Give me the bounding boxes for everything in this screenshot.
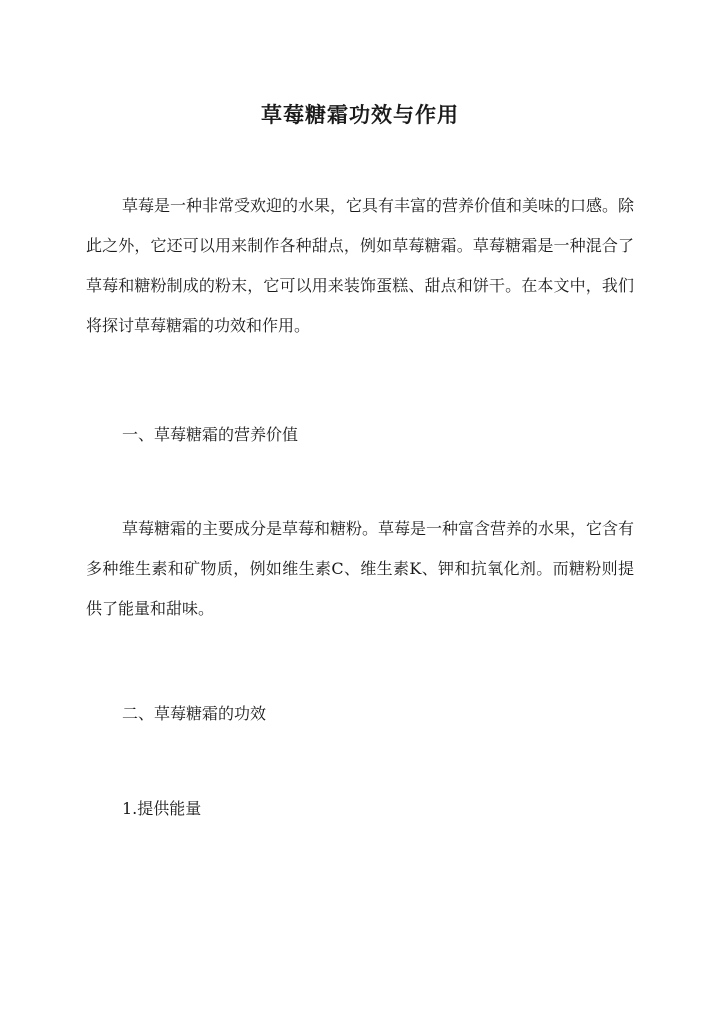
- subsection-heading-energy: 1.提供能量: [122, 799, 202, 818]
- document-title: 草莓糖霜功效与作用: [261, 102, 459, 128]
- intro-paragraph: 草莓是一种非常受欢迎的水果，它具有丰富的营养价值和美味的口感。除此之外，它还可以用来制作各种甜点，例如草莓糖霜。草莓糖霜是一种混合了草莓和糖粉制成的粉末，它可以用来装饰蛋糕、甜点和饼干。在本文中，我们将探讨草莓糖霜的功效和作用。: [86, 196, 635, 335]
- section-heading-nutrition: 一、草莓糖霜的营养价值: [122, 425, 299, 444]
- nutrition-paragraph: 草莓糖霜的主要成分是草莓和糖粉。草莓是一种富含营养的水果，它含有多种维生素和矿物质，例如维生素C、维生素K、钾和抗氧化剂。而糖粉则提供了能量和甜味。: [86, 519, 635, 618]
- section-heading-benefits: 二、草莓糖霜的功效: [122, 704, 267, 723]
